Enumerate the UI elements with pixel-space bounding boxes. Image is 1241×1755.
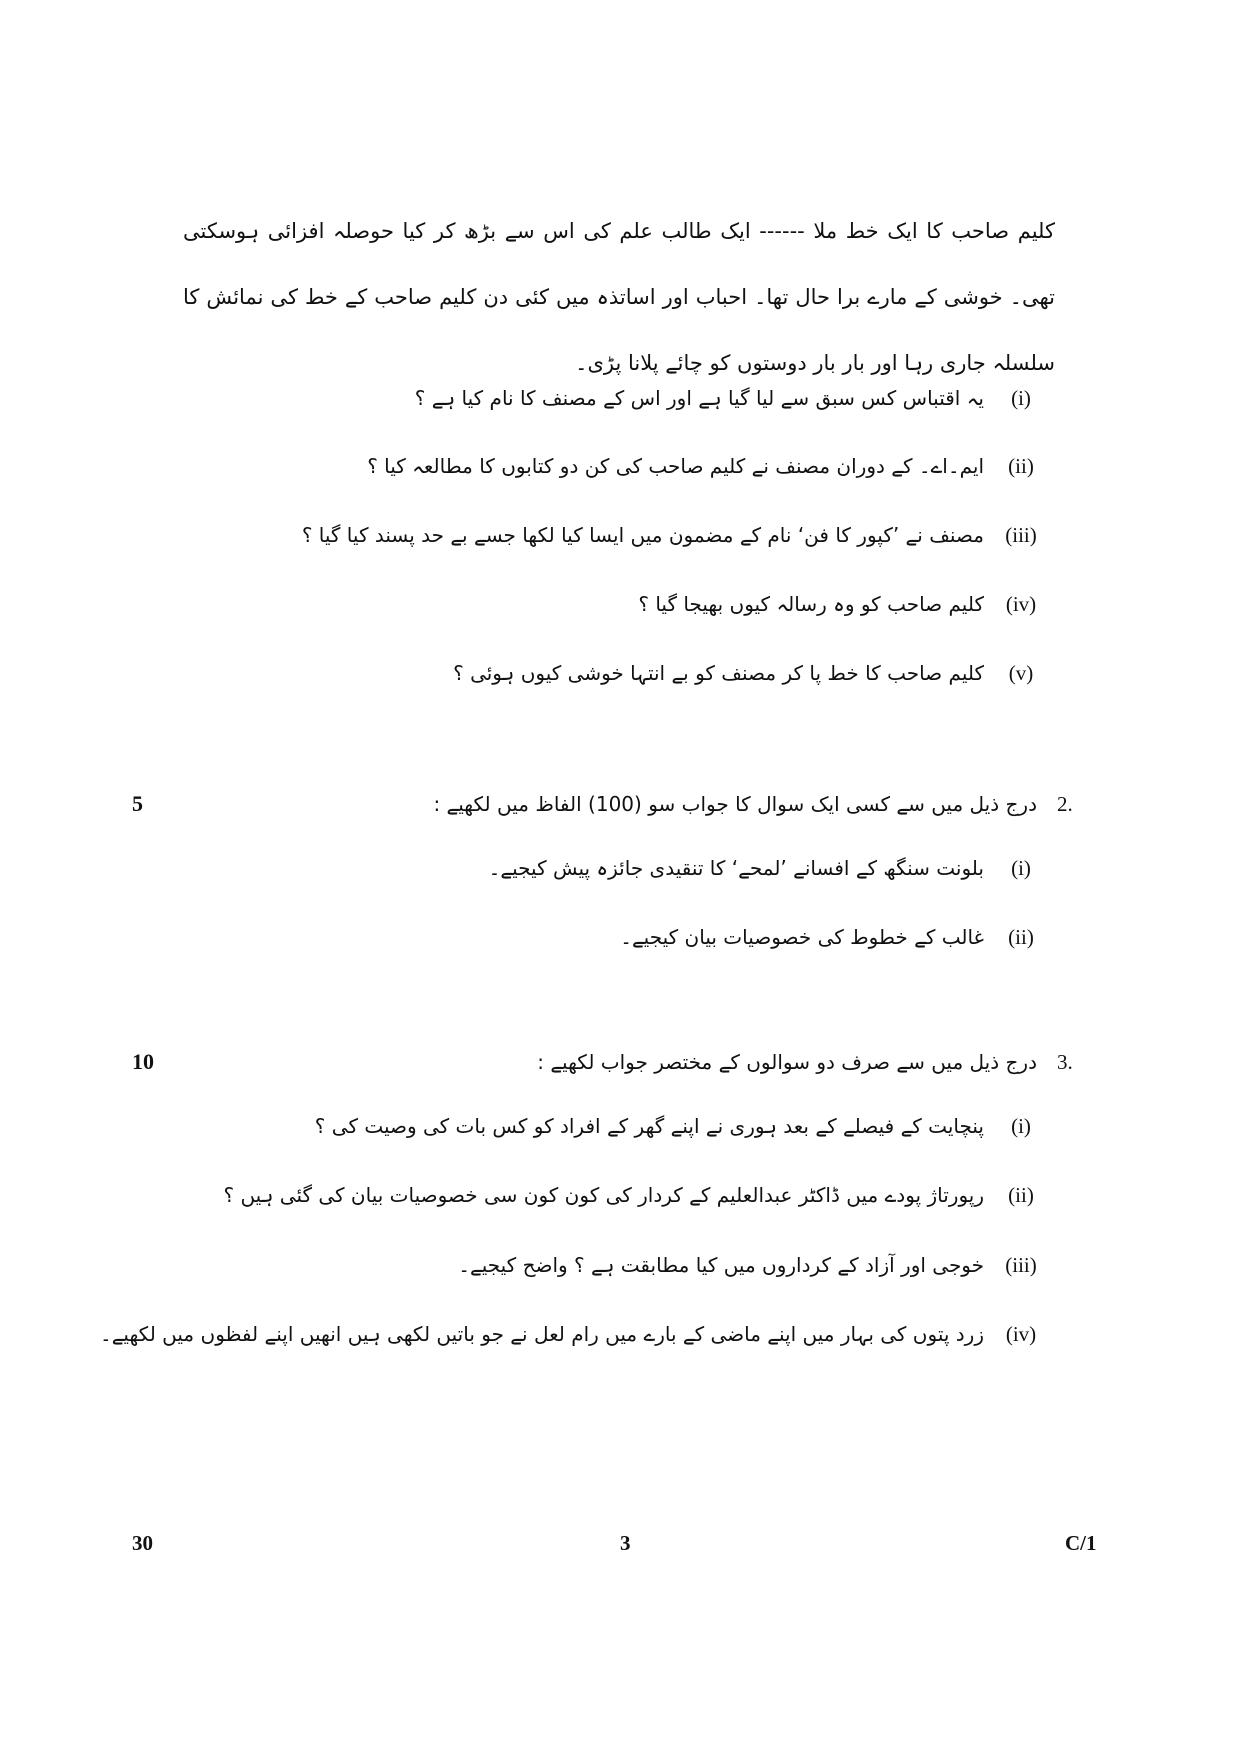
passage-text: کلیم صاحب کا ایک خط ملا ------ ایک طالب علم کی اس سے بڑھ کر کیا حوصلہ افزائی ہوسکتی تھی۔ خوشی کے مارے برا حال تھا۔ احباب اور اساتذہ میں کئی دن کلیم صاحب کے خط کی نمائش کا سلسلہ جاری رہا اور بار بار دوستوں کو چائے پلانا پڑی۔: [183, 219, 1055, 375]
passage-question-5: [453, 653, 1048, 693]
passage-question-1: [415, 378, 1048, 418]
item-text: رپورتاژ پودے میں ڈاکٹر عبدالعلیم کے کردار کی کون کون سی خصوصیات بیان کی گئی ہیں ؟: [223, 1183, 984, 1207]
question-number: 3.: [1057, 1049, 1073, 1074]
page-number: 3: [620, 1531, 631, 1555]
passage-question-4: [638, 584, 1048, 624]
question-number: 2.: [1057, 791, 1073, 816]
question-3-item-1: [315, 1106, 1048, 1146]
question-3-item-2: [223, 1175, 1048, 1215]
item-text: زرد پتوں کی بہار میں اپنے ماضی کے بارے میں رام لعل نے جو باتیں لکھی ہیں انھیں اپنے لفظوں میں لکھیے۔: [99, 1322, 984, 1346]
question-3: [537, 1042, 1101, 1082]
question-text: درج ذیل میں سے کسی ایک سوال کا جواب سو (100) الفاظ میں لکھیے :: [433, 792, 1037, 816]
question-text: ایم۔اے۔ کے دوران مصنف نے کلیم صاحب کی کن دو کتابوں کا مطالعہ کیا ؟: [367, 454, 984, 478]
question-text: کلیم صاحب کا خط پا کر مصنف کو بے انتہا خوشی کیوں ہوئی ؟: [453, 661, 984, 685]
question-2: [433, 784, 1101, 824]
item-number: (ii): [1008, 1182, 1034, 1207]
question-text: یہ اقتباس کس سبق سے لیا گیا ہے اور اس کے مصنف کا نام کیا ہے ؟: [414, 386, 984, 410]
passage-question-3: [302, 515, 1048, 555]
question-number: (v): [1008, 660, 1034, 685]
item-number: (iii): [1005, 1252, 1037, 1277]
question-number: (i): [1011, 385, 1031, 410]
question-number: (ii): [1008, 453, 1034, 478]
item-number: (i): [1011, 855, 1031, 880]
question-3-item-4: [100, 1314, 1048, 1354]
item-number: (iv): [1005, 1321, 1037, 1346]
question-3-item-3: [458, 1245, 1048, 1285]
question-2-item-1: [489, 848, 1048, 888]
item-number: (ii): [1008, 924, 1034, 949]
question-2-marks: 5: [132, 791, 143, 816]
item-text: خوجی اور آزاد کے کرداروں میں کیا مطابقت ہے ؟ واضح کیجیے۔: [458, 1253, 984, 1277]
item-text: بلونت سنگھ کے افسانے ’لمحے‘ کا تنقیدی جائزہ پیش کیجیے۔: [488, 856, 984, 880]
footer-code: 30: [132, 1531, 153, 1555]
item-text: غالب کے خطوط کی خصوصیات بیان کیجیے۔: [620, 925, 984, 949]
question-2-item-2: [620, 917, 1048, 957]
footer-set: C/1: [1065, 1531, 1097, 1555]
item-text: پنچایت کے فیصلے کے بعد ہوری نے اپنے گھر کے افراد کو کس بات کی وصیت کی ؟: [314, 1114, 984, 1138]
passage-question-2: [367, 446, 1048, 486]
question-3-marks: 10: [132, 1049, 154, 1074]
question-text: کلیم صاحب کو وہ رسالہ کیوں بھیجا گیا ؟: [638, 592, 984, 616]
question-number: (iv): [1005, 591, 1037, 616]
question-text: مصنف نے ’کپور کا فن‘ نام کے مضمون میں ایسا کیا لکھا جسے بے حد پسند کیا گیا ؟: [301, 523, 984, 547]
question-text: درج ذیل میں سے صرف دو سوالوں کے مختصر جواب لکھیے :: [537, 1050, 1037, 1074]
item-number: (i): [1011, 1113, 1031, 1138]
question-number: (iii): [1005, 522, 1037, 547]
